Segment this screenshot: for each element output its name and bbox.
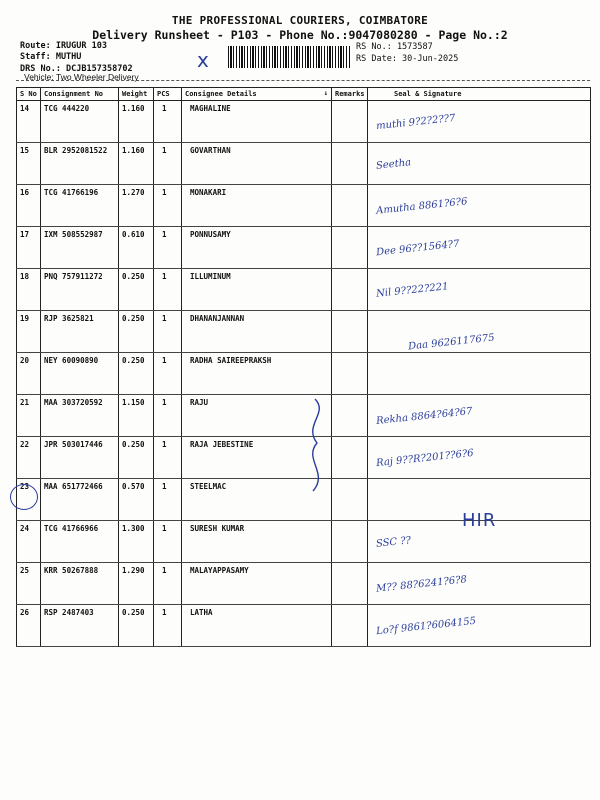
table-row: [17, 563, 591, 605]
cell-consignment: NEY 60090890: [41, 353, 119, 395]
staff-label: Staff: MUTHU: [20, 52, 82, 62]
cell-sno: 17: [17, 227, 41, 269]
col-weight: Weight: [119, 88, 154, 101]
cell-remarks: [332, 563, 368, 605]
table-row: [17, 227, 591, 269]
cell-weight: 1.270: [119, 185, 154, 227]
table-row: [17, 605, 591, 647]
cell-sno: 20: [17, 353, 41, 395]
rs-date: RS Date: 30-Jun-2025: [356, 54, 459, 64]
route-label: Route: IRUGUR 103: [20, 41, 107, 51]
cell-pcs: 1: [154, 269, 182, 311]
cell-seal: [368, 437, 591, 479]
cell-consignment: RSP 2487403: [41, 605, 119, 647]
cell-remarks: [332, 479, 368, 521]
cell-sno: 25: [17, 563, 41, 605]
signature: Rekha 8864?64?67: [375, 405, 474, 428]
cell-sno: 16: [17, 185, 41, 227]
cell-consignment: BLR 2952081522: [41, 143, 119, 185]
cell-pcs: 1: [154, 605, 182, 647]
cell-weight: 1.150: [119, 395, 154, 437]
signature-secondary: Daa 9626117675: [407, 332, 496, 353]
cell-remarks: [332, 605, 368, 647]
cell-seal: [368, 605, 591, 647]
signature: Seetha: [375, 157, 412, 172]
cell-consignment: MAA 651772466: [41, 479, 119, 521]
cell-consignment: IXM 508552987: [41, 227, 119, 269]
cell-sno: 14: [17, 101, 41, 143]
cell-remarks: [332, 353, 368, 395]
cell-remarks: [332, 143, 368, 185]
cell-seal: [368, 353, 591, 395]
signature: Amutha 8861?6?6: [375, 196, 468, 217]
cell-weight: 1.290: [119, 563, 154, 605]
col-seal: Seal & Signature: [368, 88, 591, 101]
cell-weight: 1.300: [119, 521, 154, 563]
cell-remarks: [332, 311, 368, 353]
drs-label: DRS No.: DCJB157358702: [20, 64, 133, 74]
cell-seal: [368, 395, 591, 437]
cell-consignee: RAJU: [182, 395, 332, 437]
col-consignment: Consignment No: [41, 88, 119, 101]
cell-consignee: ILLUMINUM: [182, 269, 332, 311]
signature: Dee 96??1564?7: [375, 238, 461, 259]
signature: SSC ??: [375, 535, 412, 550]
cell-sno: 19: [17, 311, 41, 353]
col-consignee: [182, 88, 332, 101]
sort-arrow-icon: ↓: [323, 89, 328, 97]
cell-remarks: [332, 101, 368, 143]
cell-weight: 0.250: [119, 311, 154, 353]
runsheet-title: Delivery Runsheet - P103 - Phone No.:9047080280 - Page No.:2: [92, 28, 508, 42]
cell-pcs: 1: [154, 437, 182, 479]
hir-annotation: HIR: [462, 510, 497, 531]
cell-consignee: RAJA JEBESTINE: [182, 437, 332, 479]
cell-consignment: RJP 3625821: [41, 311, 119, 353]
table-row: [17, 353, 591, 395]
cell-sno: 18: [17, 269, 41, 311]
cell-remarks: [332, 185, 368, 227]
cell-remarks: [332, 437, 368, 479]
cell-weight: 1.160: [119, 101, 154, 143]
cell-weight: 0.610: [119, 227, 154, 269]
cell-consignment: JPR 503017446: [41, 437, 119, 479]
col-sno: S No: [17, 88, 41, 101]
cell-pcs: 1: [154, 227, 182, 269]
cell-weight: 0.250: [119, 353, 154, 395]
rs-number: RS No.: 1573587: [356, 42, 433, 52]
table-row: [17, 521, 591, 563]
cell-consignment: MAA 303720592: [41, 395, 119, 437]
cell-seal: [368, 185, 591, 227]
signature: muthi 9?2?2??7: [375, 112, 457, 133]
signature: M?? 88?6241?6?8: [375, 574, 468, 595]
cell-sno: 23: [17, 479, 41, 521]
cell-consignee: MALAYAPPASAMY: [182, 563, 332, 605]
cell-weight: 0.250: [119, 605, 154, 647]
cell-consignment: TCG 444220: [41, 101, 119, 143]
cell-consignment: KRR 50267888: [41, 563, 119, 605]
table-row: [17, 143, 591, 185]
cell-seal: [368, 311, 591, 353]
cell-consignee: MONAKARI: [182, 185, 332, 227]
cell-remarks: [332, 269, 368, 311]
cell-pcs: 1: [154, 101, 182, 143]
cell-sno: 21: [17, 395, 41, 437]
cell-sno: 26: [17, 605, 41, 647]
cell-seal: [368, 101, 591, 143]
table-row: [17, 101, 591, 143]
cell-consignee: SURESH KUMAR: [182, 521, 332, 563]
cell-consignee: RADHA SAIREEPRAKSH: [182, 353, 332, 395]
signature: Raj 9??R?201??6?6: [375, 447, 475, 470]
cell-consignee: STEELMAC: [182, 479, 332, 521]
cell-pcs: 1: [154, 521, 182, 563]
cell-weight: 1.160: [119, 143, 154, 185]
cell-remarks: [332, 395, 368, 437]
cell-consignee: PONNUSAMY: [182, 227, 332, 269]
cell-consignee: LATHA: [182, 605, 332, 647]
cell-weight: 0.250: [119, 437, 154, 479]
cell-remarks: [332, 227, 368, 269]
cell-pcs: 1: [154, 353, 182, 395]
signature: Lo?f 9861?6064155: [375, 615, 477, 638]
cell-pcs: 1: [154, 563, 182, 605]
cell-remarks: [332, 521, 368, 563]
table-header-row: [17, 88, 591, 101]
cell-seal: [368, 143, 591, 185]
runsheet-table: [16, 87, 591, 647]
table-row: [17, 269, 591, 311]
cell-sno: 24: [17, 521, 41, 563]
cell-consignee: GOVARTHAN: [182, 143, 332, 185]
signature: Nil 9??22?221: [375, 281, 449, 300]
brace-annotation: [295, 395, 335, 495]
table-row: [17, 185, 591, 227]
cell-consignee: MAGHALINE: [182, 101, 332, 143]
x-mark-annotation: x: [197, 48, 209, 72]
col-pcs: PCS: [154, 88, 182, 101]
cell-sno: 15: [17, 143, 41, 185]
col-consignee-label: Consignee Details: [185, 90, 257, 98]
cell-weight: 0.570: [119, 479, 154, 521]
cell-seal: [368, 563, 591, 605]
cell-pcs: 1: [154, 479, 182, 521]
cell-consignment: TCG 41766966: [41, 521, 119, 563]
table-row: [17, 311, 591, 353]
cell-pcs: 1: [154, 395, 182, 437]
cell-seal: [368, 269, 591, 311]
company-title: THE PROFESSIONAL COURIERS, COIMBATORE: [171, 14, 429, 27]
cell-pcs: 1: [154, 185, 182, 227]
vehicle-label: Vehicle: Two Wheeler Delivery: [24, 72, 139, 82]
cell-seal: [368, 227, 591, 269]
cell-weight: 0.250: [119, 269, 154, 311]
col-remarks: Remarks: [332, 88, 368, 101]
cell-consignment: TCG 41766196: [41, 185, 119, 227]
barcode-image: [228, 46, 350, 68]
cell-pcs: 1: [154, 311, 182, 353]
cell-consignee: DHANANJANNAN: [182, 311, 332, 353]
circled-row-annotation: [10, 484, 38, 510]
cell-pcs: 1: [154, 143, 182, 185]
header-divider: [16, 80, 590, 81]
cell-consignment: PNQ 757911272: [41, 269, 119, 311]
cell-sno: 22: [17, 437, 41, 479]
